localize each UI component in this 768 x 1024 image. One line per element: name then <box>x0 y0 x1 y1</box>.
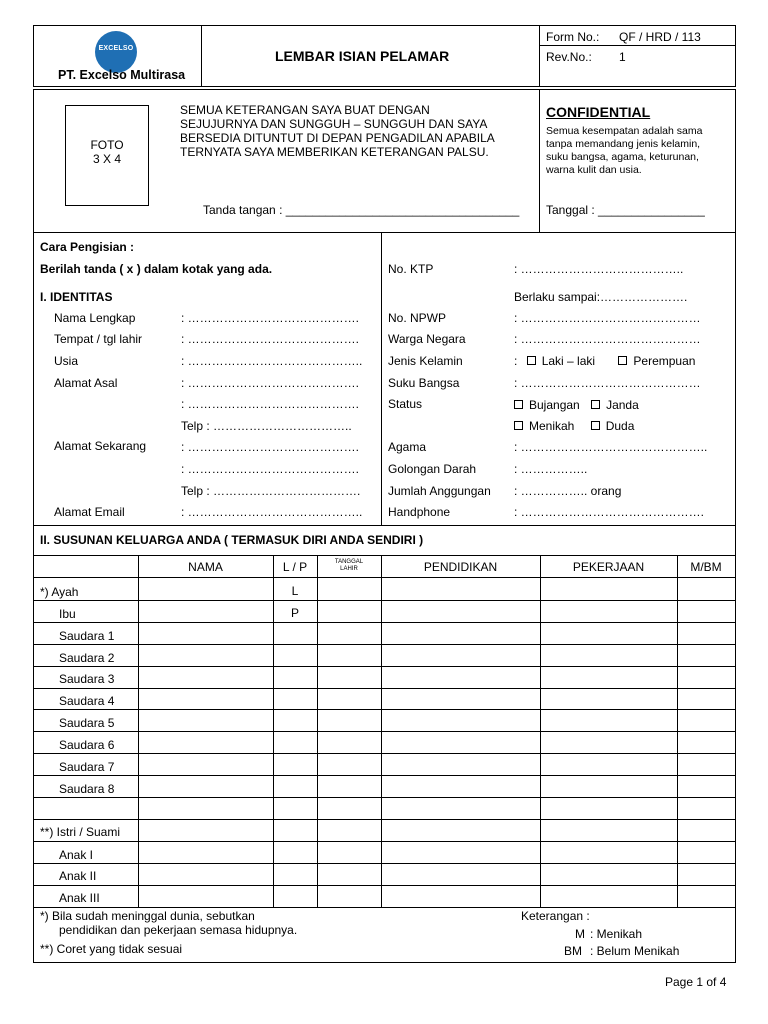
col-header-pekerjaan: PEKERJAAN <box>572 560 645 574</box>
status-options-row-2 <box>514 419 634 433</box>
header-form-divider <box>539 45 736 46</box>
family-header-bottom <box>33 577 736 578</box>
photo-label: FOTO <box>90 138 124 152</box>
alamat-sekarang-field[interactable]: : ……………………………………. <box>181 440 360 454</box>
family-table-bottom <box>33 907 736 908</box>
janda-label: Janda <box>606 398 639 412</box>
family-row-line <box>34 797 735 798</box>
footnote-2: **) Coret yang tidak sesuai <box>40 942 183 956</box>
form-no-value: QF / HRD / 113 <box>619 30 701 44</box>
family-row-line <box>34 819 735 820</box>
alamat-asal-label: Alamat Asal <box>54 376 118 390</box>
legend-m-text: : Menikah <box>590 927 643 941</box>
header-divider-right <box>539 25 540 87</box>
agama-label: Agama <box>388 440 427 454</box>
legend-m-code: M <box>575 927 585 941</box>
status-label: Status <box>388 397 423 411</box>
company-name: PT. Excelso Multirasa <box>58 68 186 82</box>
warga-field[interactable]: : ……………………………………… <box>514 332 701 346</box>
confidential-line-1: Semua kesempatan adalah sama <box>546 125 703 137</box>
family-row-line <box>34 863 735 864</box>
telp-asal-field[interactable]: Telp : …………………………….. <box>181 419 352 433</box>
family-row-line <box>34 688 735 689</box>
family-row-label: Ibu <box>59 607 76 621</box>
family-row-label: Saudara 1 <box>59 629 115 643</box>
status-options-row-1 <box>514 398 639 412</box>
rev-value: 1 <box>619 50 626 64</box>
family-row-line <box>34 600 735 601</box>
header-divider-left <box>201 25 202 87</box>
family-row-label: Anak I <box>59 848 94 862</box>
keterangan-label: Keterangan : <box>521 909 590 923</box>
ktp-label: No. KTP <box>388 262 434 276</box>
suku-label: Suku Bangsa <box>388 376 460 390</box>
family-row-line <box>34 666 735 667</box>
family-row-label: Saudara 6 <box>59 738 115 752</box>
checkbox-perempuan[interactable] <box>618 356 627 365</box>
family-row-line <box>34 775 735 776</box>
family-row-label: Saudara 4 <box>59 694 115 708</box>
goldar-label: Golongan Darah <box>388 462 477 476</box>
confidential-title: CONFIDENTIAL <box>546 104 651 120</box>
agama-field[interactable]: : ……………………………………….. <box>514 440 708 454</box>
signature-field[interactable]: Tanda tangan : ___________________________________ <box>203 203 520 217</box>
berlaku-field[interactable]: Berlaku sampai:…………………. <box>514 290 688 304</box>
confidential-line-2: tanpa memandang jenis kelamin, <box>546 138 701 150</box>
family-row-line <box>34 731 735 732</box>
checkbox-menikah[interactable] <box>514 421 523 430</box>
identity-section-title: I. IDENTITAS <box>40 290 113 304</box>
instructions-title: Cara Pengisian : <box>40 240 135 254</box>
npwp-field[interactable]: : ……………………………………… <box>514 311 701 325</box>
telp-sekarang-field[interactable]: Telp : ………………………………. <box>181 484 361 498</box>
family-row-label: Saudara 3 <box>59 672 115 686</box>
ktp-field[interactable]: : ………………………………….. <box>514 262 684 276</box>
alamat-sekarang-label: Alamat Sekarang <box>54 439 147 453</box>
jenis-kelamin-options <box>514 354 695 368</box>
goldar-field[interactable]: : …………….. <box>514 462 588 476</box>
statement-line-1: SEMUA KETERANGAN SAYA BUAT DENGAN <box>180 103 430 117</box>
email-label: Alamat Email <box>54 505 125 519</box>
checkbox-laki[interactable] <box>527 356 536 365</box>
npwp-label: No. NPWP <box>388 311 447 325</box>
checkbox-duda[interactable] <box>591 421 600 430</box>
footnote-1-line-1: *) Bila sudah meninggal dunia, sebutkan <box>40 909 255 923</box>
family-row-line <box>34 644 735 645</box>
form-title: LEMBAR ISIAN PELAMAR <box>275 48 450 64</box>
col-header-mbm: M/BM <box>690 560 722 574</box>
checkbox-janda[interactable] <box>591 400 600 409</box>
family-row-label: Anak III <box>59 891 100 905</box>
identity-column-divider <box>381 232 382 525</box>
statement-line-3: BERSEDIA DITUNTUT DI DEPAN PENGADILAN APABILA <box>180 131 495 145</box>
menikah-label: Menikah <box>529 419 575 433</box>
section-divider-1 <box>33 232 736 233</box>
family-row-line <box>34 885 735 886</box>
jenis-kelamin-label: Jenis Kelamin <box>388 354 463 368</box>
section-divider-2 <box>33 525 736 526</box>
anggungan-label: Jumlah Anggungan <box>388 484 491 498</box>
statement-line-2: SEJUJURNYA DAN SUNGGUH – SUNGGUH DAN SAYA <box>180 117 488 131</box>
photo-size: 3 X 4 <box>92 152 122 166</box>
family-row-line <box>34 753 735 754</box>
jenis-kelamin-colon: : <box>514 354 518 368</box>
legend-bm-text: : Belum Menikah <box>590 944 680 958</box>
form-no-label: Form No.: <box>546 30 600 44</box>
confidential-line-4: warna kulit dan usia. <box>546 164 642 176</box>
nama-label: Nama Lengkap <box>54 311 136 325</box>
family-row-label: Saudara 8 <box>59 782 115 796</box>
family-row-line <box>34 841 735 842</box>
family-row-label: *) Ayah <box>40 585 79 599</box>
family-row-label: Saudara 2 <box>59 651 115 665</box>
checkbox-bujangan[interactable] <box>514 400 523 409</box>
warga-label: Warga Negara <box>388 332 466 346</box>
family-row-label: **) Istri / Suami <box>40 825 121 839</box>
laki-label: Laki – laki <box>541 354 596 368</box>
confidential-line-3: suku bangsa, agama, keturunan, <box>546 151 699 163</box>
perempuan-label: Perempuan <box>633 354 696 368</box>
tempat-label: Tempat / tgl lahir <box>54 332 143 346</box>
col-header-tgl-1: TANGGAL <box>334 559 364 565</box>
family-row-line <box>34 709 735 710</box>
alamat-asal-field-2[interactable]: : ……………………………………. <box>181 397 360 411</box>
family-row-lp: P <box>290 606 299 620</box>
duda-label: Duda <box>605 419 635 433</box>
col-header-lp: L / P <box>282 560 308 574</box>
bujangan-label: Bujangan <box>529 398 580 412</box>
col-header-nama: NAMA <box>188 560 223 574</box>
family-section-title: II. SUSUNAN KELUARGA ANDA ( TERMASUK DIRI ANDA SENDIRI ) <box>40 533 424 547</box>
handphone-field[interactable]: : ………………………………………. <box>514 505 705 519</box>
family-row-label: Anak II <box>59 869 97 883</box>
footnote-1-line-2: pendidikan dan pekerjaan semasa hidupnya. <box>59 923 298 937</box>
logo-text: EXCELSO <box>98 45 134 52</box>
family-row-line <box>34 622 735 623</box>
col-header-pendidikan: PENDIDIKAN <box>423 560 498 574</box>
confidential-divider <box>539 89 540 232</box>
rev-label: Rev.No.: <box>546 50 592 64</box>
usia-field[interactable]: : …………………………………….. <box>181 354 363 368</box>
suku-field[interactable]: : ……………………………………… <box>514 376 701 390</box>
nama-field[interactable]: : ……………………………………. <box>181 311 360 325</box>
statement-line-4: TERNYATA SAYA MEMBERIKAN KETERANGAN PALSU. <box>180 145 489 159</box>
family-row-label: Saudara 5 <box>59 716 115 730</box>
handphone-label: Handphone <box>388 505 451 519</box>
page-number: Page 1 of 4 <box>665 975 727 989</box>
family-row-lp: L <box>291 584 299 598</box>
legend-bm-code: BM <box>564 944 582 958</box>
alamat-asal-field[interactable]: : ……………………………………. <box>181 376 360 390</box>
company-logo <box>95 31 137 73</box>
usia-label: Usia <box>54 354 79 368</box>
col-header-tgl-2: LAHIR <box>340 566 358 572</box>
anggungan-field[interactable]: : …………….. orang <box>514 484 622 498</box>
family-row-label: Saudara 7 <box>59 760 115 774</box>
date-field[interactable]: Tanggal : ________________ <box>546 203 705 217</box>
instructions-text: Berilah tanda ( x ) dalam kotak yang ada. <box>40 262 273 276</box>
tempat-field[interactable]: : ……………………………………. <box>181 332 360 346</box>
email-field[interactable]: : …………………………………….. <box>181 505 363 519</box>
alamat-sekarang-field-2[interactable]: : ……………………………………. <box>181 462 360 476</box>
